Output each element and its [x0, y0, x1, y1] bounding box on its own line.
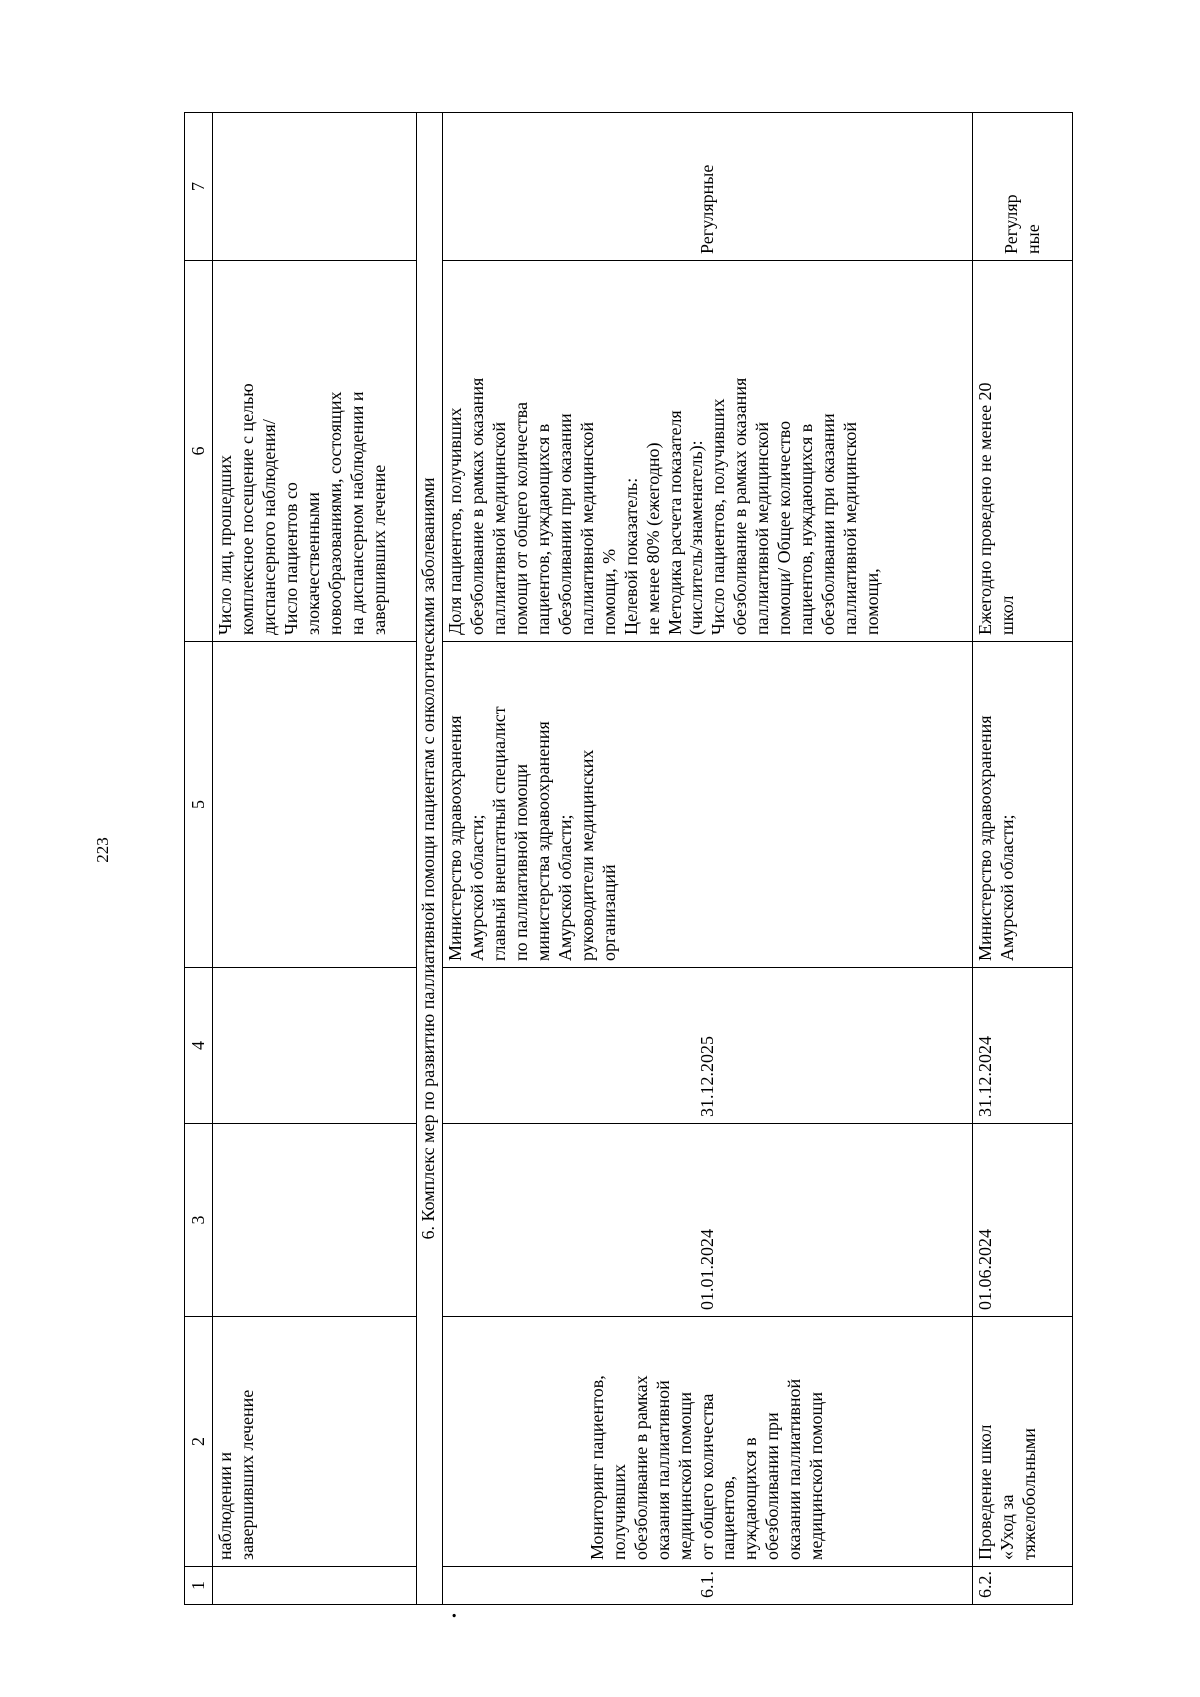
text-line: Ежегодно проведено не менее 20 — [975, 382, 995, 635]
indicator-cell — [443, 261, 973, 642]
text-line: школ — [996, 595, 1017, 635]
text-line: обезболивании при оказании — [554, 413, 575, 635]
text-line: завершивших лечение — [236, 1389, 257, 1560]
text-line: Министерство здравоохранения — [445, 715, 465, 961]
text-line: наблюдении и — [215, 1451, 235, 1560]
start-date-cell: 01.01.2024 — [443, 1124, 973, 1317]
periodicity-cell: Регулярные — [443, 113, 973, 261]
text-line: паллиативной медицинской — [488, 422, 509, 635]
text-line: обезболивание в рамках оказания — [730, 377, 751, 635]
text-line: паллиативной медицинской — [840, 422, 861, 635]
row-number: 6.1. — [696, 1571, 717, 1598]
text-line: обезболивании при оказании — [818, 413, 839, 635]
text-line: по паллиативной помощи — [510, 764, 531, 961]
row-number-cell — [213, 1567, 417, 1605]
activity-cell — [443, 1317, 973, 1567]
text-line: обезболивании при — [762, 1412, 783, 1560]
page-number: 223 — [92, 837, 112, 863]
end-date-cell: 31.12.2025 — [443, 968, 973, 1124]
text-line: Министерство здравоохранения — [975, 715, 995, 961]
start-date-cell: 01.06.2024 — [973, 1124, 1073, 1317]
text-line: министерства здравоохранения — [532, 721, 553, 961]
activities-table — [184, 112, 1073, 1618]
text-line: злокачественными — [302, 492, 323, 635]
responsible-cell — [973, 642, 1073, 968]
text-line: медицинской помощи — [806, 1392, 827, 1560]
text-line: паллиативной медицинской — [752, 422, 773, 635]
periodicity-cell — [213, 113, 417, 261]
text-line: Мониторинг пациентов, — [586, 1375, 607, 1560]
text-line: помощи, — [862, 568, 883, 635]
column-number: 4 — [185, 968, 213, 1124]
text-line: ные — [1022, 224, 1043, 254]
text-line: получивших — [608, 1463, 629, 1560]
text-line: Доля пациентов, получивших — [445, 407, 465, 635]
text-line: паллиативной медицинской — [576, 422, 597, 635]
table-row-6-1 — [443, 113, 973, 1605]
continuation-row — [213, 113, 417, 1605]
text-line: помощи от общего количества — [510, 401, 531, 635]
text-line: Проведение школ — [975, 1424, 995, 1560]
stray-mark: • — [448, 1613, 463, 1618]
text-line: Число пациентов, получивших — [708, 398, 729, 635]
column-number: 1 — [185, 1567, 213, 1605]
text-line: Число лиц, прошедших — [215, 455, 235, 635]
column-number: 5 — [185, 642, 213, 968]
text-line: руководители медицинских — [576, 749, 597, 961]
text-line: Методика расчета показателя — [664, 410, 685, 635]
text-line: «Уход за — [996, 1494, 1017, 1560]
text-line: от общего количества — [696, 1393, 717, 1560]
text-line: Целевой показатель: — [620, 477, 641, 635]
text-line: помощи/ Общее количество — [774, 420, 795, 635]
end-date-cell: 31.12.2024 — [973, 968, 1073, 1124]
table-container — [184, 113, 1072, 1618]
text-line: Амурской области; — [466, 814, 487, 961]
table-row-6-2 — [973, 113, 1073, 1605]
column-number: 2 — [185, 1317, 213, 1567]
text-line: организаций — [598, 864, 619, 961]
text-line: завершивших лечение — [368, 464, 389, 635]
text-line: комплексное посещение с целью — [236, 383, 257, 635]
responsible-cell — [443, 642, 973, 968]
column-number: 7 — [185, 113, 213, 261]
text-line: Число пациентов со — [280, 482, 301, 635]
column-number-row — [185, 113, 213, 1605]
text-line: главный внештатный специалист — [488, 706, 509, 961]
text-line: тяжелобольными — [1018, 1428, 1039, 1560]
text-line: оказании паллиативной — [784, 1378, 805, 1560]
text-line: помощи, % — [598, 548, 619, 635]
start-date-cell — [213, 1124, 417, 1317]
column-number: 3 — [185, 1124, 213, 1317]
column-number: 6 — [185, 261, 213, 642]
text-line: не менее 80% (ежегодно) — [642, 442, 663, 635]
text-line: новообразованиями, состоящих — [324, 391, 345, 635]
row-number-cell — [443, 1567, 973, 1618]
responsible-cell — [213, 642, 417, 968]
text-line: на диспансерном наблюдении и — [346, 391, 367, 635]
section-title: 6. Комплекс мер по развитию паллиативной помощи пациентам с онкологическими заболеваниями — [417, 113, 443, 1605]
text-line: медицинской помощи — [674, 1392, 695, 1560]
text-line: пациентов, нуждающихся в — [532, 423, 553, 635]
text-line: Амурской области; — [554, 814, 575, 961]
text-line: пациентов, — [718, 1475, 739, 1560]
text-line: оказания паллиативной — [652, 1380, 673, 1560]
text-line: диспансерного наблюдения/ — [258, 419, 279, 635]
activity-cell — [973, 1317, 1073, 1567]
indicator-cell — [213, 261, 417, 642]
end-date-cell — [213, 968, 417, 1124]
text-line: пациентов, нуждающихся в — [796, 423, 817, 635]
section-row — [417, 113, 443, 1605]
row-number-cell: 6.2. — [973, 1567, 1073, 1605]
text-line: нуждающихся в — [740, 1437, 761, 1560]
periodicity-cell — [973, 113, 1073, 261]
text-line: Регуляр — [1000, 194, 1021, 254]
text-line: (числитель/знаменатель): — [686, 440, 707, 635]
activity-cell — [213, 1317, 417, 1567]
indicator-cell — [973, 261, 1073, 642]
text-line: обезболивание в рамках — [630, 1375, 651, 1560]
text-line: Амурской области; — [996, 814, 1017, 961]
text-line: обезболивание в рамках оказания — [466, 377, 487, 635]
